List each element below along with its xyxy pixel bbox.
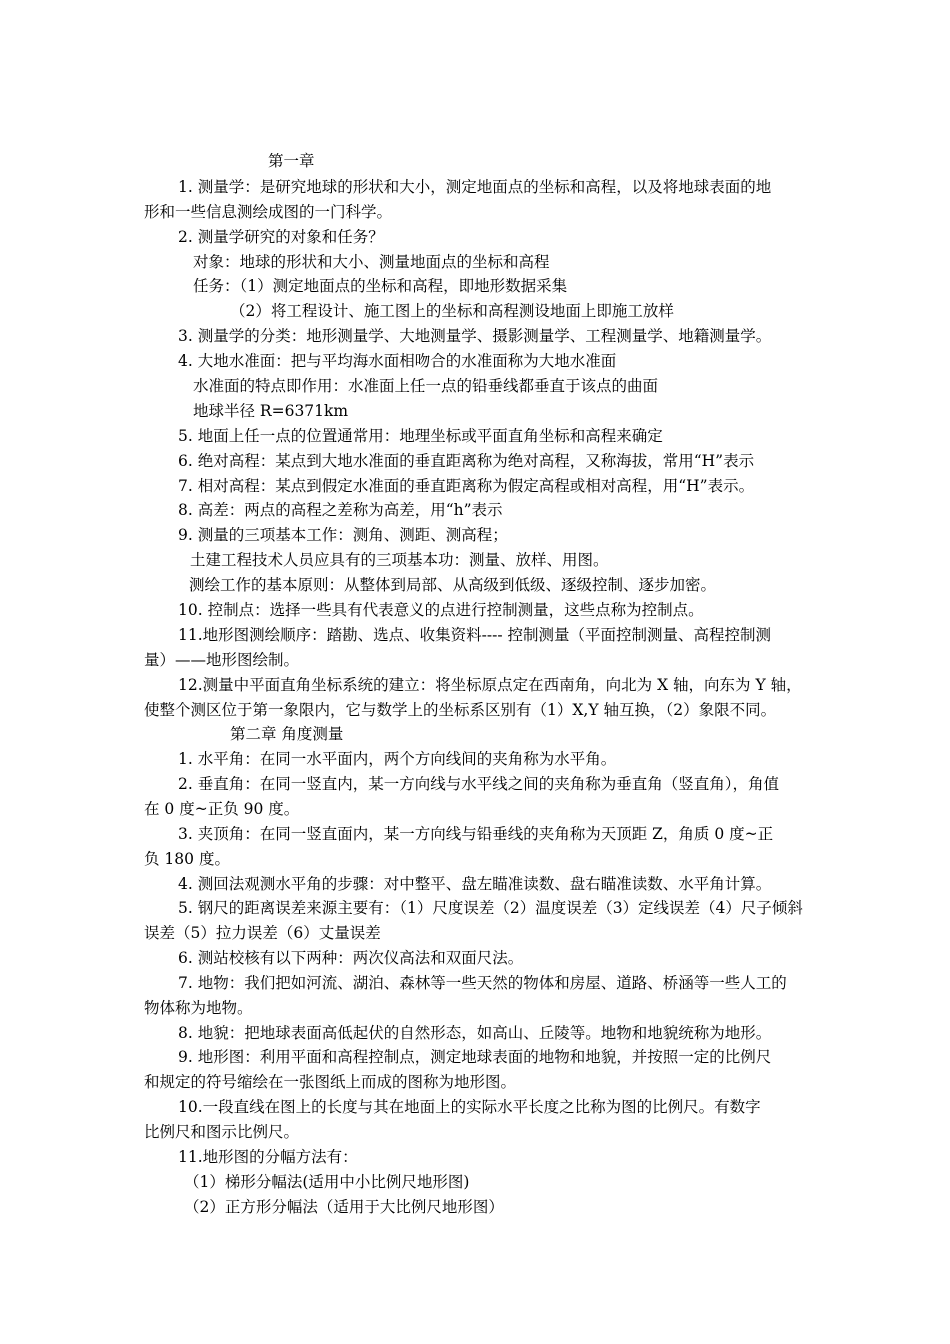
paragraph-line: 土建工程技术人员应具有的三项基本功：测量、放样、用图。 — [190, 551, 609, 569]
paragraph-line: 9. 测量的三项基本工作：测角、测距、测高程； — [178, 526, 508, 544]
paragraph-line: 3. 测量学的分类：地形测量学、大地测量学、摄影测量学、工程测量学、地籍测量学。 — [178, 327, 772, 345]
paragraph-line: 物体称为地物。 — [144, 999, 253, 1017]
paragraph-line: 7. 地物：我们把如河流、湖泊、森林等一些天然的物体和房屋、道路、桥涵等一些人工的 — [178, 974, 787, 992]
paragraph-line: 在 0 度~正负 90 度。 — [144, 800, 300, 818]
paragraph-line: 1. 测量学：是研究地球的形状和大小，测定地面点的坐标和高程，以及将地球表面的地 — [178, 178, 772, 196]
paragraph-line: 5. 地面上任一点的位置通常用：地理坐标或平面直角坐标和高程来确定 — [178, 427, 663, 445]
paragraph-line: 4. 测回法观测水平角的步骤：对中整平、盘左瞄准读数、盘右瞄准读数、水平角计算。 — [178, 875, 772, 893]
paragraph-line: （1）梯形分幅法(适用中小比例尺地形图) — [184, 1173, 470, 1191]
paragraph-line: 和规定的符号缩绘在一张图纸上而成的图称为地形图。 — [144, 1073, 517, 1091]
paragraph-line: 5. 钢尺的距离误差来源主要有：（1）尺度误差（2）温度误差（3）定线误差（4）尺子倾斜 — [178, 899, 803, 917]
paragraph-line: 误差（5）拉力误差（6）丈量误差 — [144, 924, 381, 942]
paragraph-line: 12.测量中平面直角坐标系统的建立：将坐标原点定在西南角，向北为 X 轴，向东为 Y 轴， — [178, 676, 802, 694]
chapter-2-heading: 第二章 角度测量 — [230, 725, 344, 743]
paragraph-line: 地球半径 R=6371km — [193, 402, 349, 420]
paragraph-line: 2. 垂直角：在同一竖直内，某一方向线与水平线之间的夹角称为垂直角（竖直角），角值 — [178, 775, 779, 793]
paragraph-line: 8. 高差：两点的高程之差称为高差，用“h”表示 — [178, 501, 503, 519]
paragraph-line: 负 180 度。 — [144, 850, 230, 868]
paragraph-line: 1. 水平角：在同一水平面内，两个方向线间的夹角称为水平角。 — [178, 750, 617, 768]
paragraph-line: 比例尺和图示比例尺。 — [144, 1123, 300, 1141]
paragraph-line: 6. 绝对高程：某点到大地水准面的垂直距离称为绝对高程，又称海拔，常用“H”表示 — [178, 452, 755, 470]
paragraph-line: 任务：（1）测定地面点的坐标和高程，即地形数据采集 — [193, 277, 568, 295]
paragraph-line: 10.一段直线在图上的长度与其在地面上的实际水平长度之比称为图的比例尺。有数字 — [178, 1098, 761, 1116]
paragraph-line: 3. 夹顶角：在同一竖直面内，某一方向线与铅垂线的夹角称为天顶距 Z，角质 0 度~正 — [178, 825, 774, 843]
paragraph-line: 8. 地貌：把地球表面高低起伏的自然形态，如高山、丘陵等。地物和地貌统称为地形。 — [178, 1024, 772, 1042]
paragraph-line: 量）——地形图绘制。 — [144, 651, 300, 669]
paragraph-line: 6. 测站校核有以下两种：两次仪高法和双面尺法。 — [178, 949, 524, 967]
paragraph-line: 水准面的特点即作用：水准面上任一点的铅垂线都垂直于该点的曲面 — [193, 377, 659, 395]
paragraph-line: 使整个测区位于第一象限内，它与数学上的坐标系区别有（1）X,Y 轴互换，（2）象限不同。 — [144, 701, 777, 719]
paragraph-line: 11.地形图的分幅方法有： — [178, 1148, 358, 1166]
paragraph-line: 4. 大地水准面：把与平均海水面相吻合的水准面称为大地水准面 — [178, 352, 617, 370]
chapter-1-heading: 第一章 — [268, 152, 315, 170]
paragraph-line: 10. 控制点：选择一些具有代表意义的点进行控制测量，这些点称为控制点。 — [178, 601, 704, 619]
paragraph-line: （2）正方形分幅法（适用于大比例尺地形图） — [184, 1198, 504, 1216]
paragraph-line: 2. 测量学研究的对象和任务？ — [178, 228, 384, 246]
paragraph-line: 7. 相对高程：某点到假定水准面的垂直距离称为假定高程或相对高程，用“H”表示。 — [178, 477, 755, 495]
paragraph-line: 形和一些信息测绘成图的一门科学。 — [144, 203, 393, 221]
paragraph-line: 测绘工作的基本原则：从整体到局部、从高级到低级、逐级控制、逐步加密。 — [189, 576, 717, 594]
paragraph-line: 11.地形图测绘顺序：踏勘、选点、收集资料---- 控制测量（平面控制测量、高程控制测 — [178, 626, 772, 644]
paragraph-line: 对象：地球的形状和大小、测量地面点的坐标和高程 — [193, 253, 550, 271]
paragraph-line: （2）将工程设计、施工图上的坐标和高程测设地面上即施工放样 — [230, 302, 674, 320]
paragraph-line: 9. 地形图：利用平面和高程控制点，测定地球表面的地物和地貌，并按照一定的比例尺 — [178, 1048, 772, 1066]
